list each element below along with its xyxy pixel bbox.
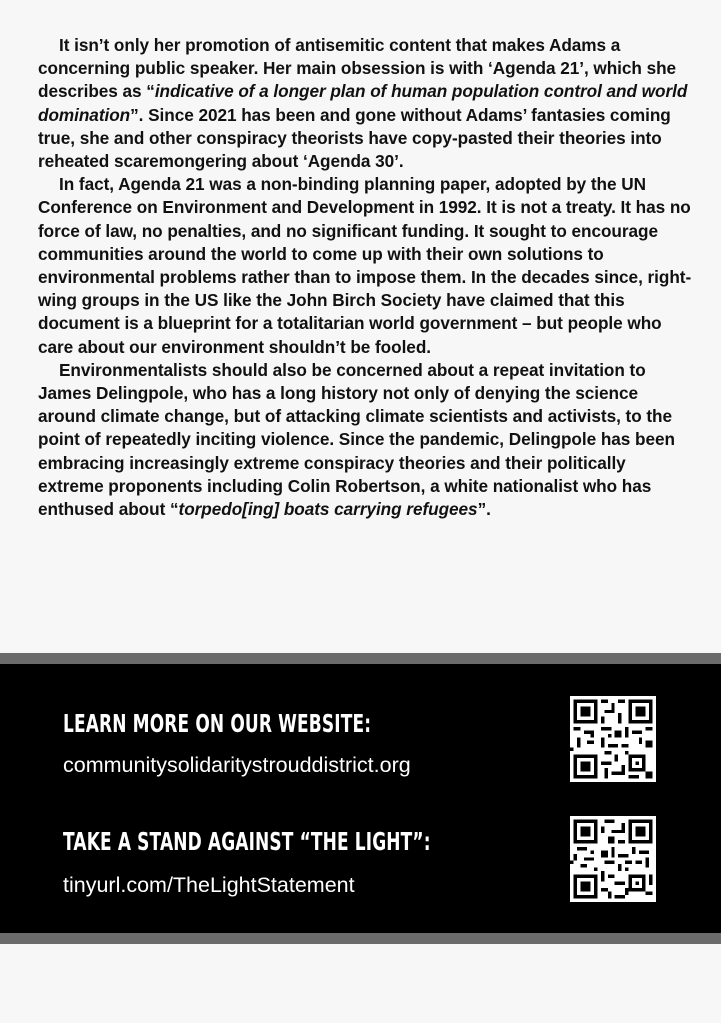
statement-qr-code-icon[interactable] — [570, 816, 656, 902]
paragraph-text: Environmentalists should also be concerned about a repeat invitation to James Delingpole, who has a long history not only of denying the science around climate change, but of attacking climate scientists and activists, to the point of repeatedly inciting violence. Since the pandemic, Delingpole has been embracing increasingly extreme conspiracy theories and their politically extreme proponents including Colin Robertson, a white nationalist who has enthused about “ — [38, 359, 675, 520]
article-body — [38, 34, 693, 521]
website-qr-code-icon[interactable] — [570, 696, 656, 782]
stand-heading: TAKE A STAND AGAINST “THE LIGHT”: — [63, 827, 431, 856]
paragraph-text: ”. Since 2021 has been and gone without Adams’ fantasies coming true, she and other conspiracy theorists have copy-pasted their theories into reheated scaremongering about ‘Agenda 30’. — [38, 104, 671, 172]
adams-quote: indicative of a longer plan of human population control and world domination — [38, 81, 688, 125]
paragraph-delingpole — [38, 359, 693, 521]
website-link[interactable]: communitysolidaritystrouddistrict.org — [63, 753, 411, 777]
paragraph-agenda-21-obsession — [38, 34, 693, 173]
paragraph-agenda-21-facts: In fact, Agenda 21 was a non-binding planning paper, adopted by the UN Conference on Environment and Development in 1992. It is not a treaty. It has no force of law, no penalties, and no significant funding. It sought to encourage communities around the world to come up with their own solutions to environmental problems rather than to impose them. In the decades since, right-wing groups in the US like the John Birch Society have claimed that this document is a blueprint for a totalitarian world government – but people who care about our environment shouldn’t be fooled. — [38, 174, 692, 357]
website-heading: LEARN MORE ON OUR WEBSITE: — [63, 709, 372, 738]
paragraph-text: It isn’t only her promotion of antisemitic content that makes Adams a concerning public speaker. Her main obsession is with ‘Agenda 21’, which she describes as “ — [38, 35, 677, 102]
statement-link[interactable]: tinyurl.com/TheLightStatement — [63, 873, 355, 897]
call-to-action-band — [0, 653, 721, 944]
paragraph-text: ”. — [477, 499, 491, 520]
robertson-quote: torpedo[ing] boats carrying refugees — [178, 499, 478, 520]
